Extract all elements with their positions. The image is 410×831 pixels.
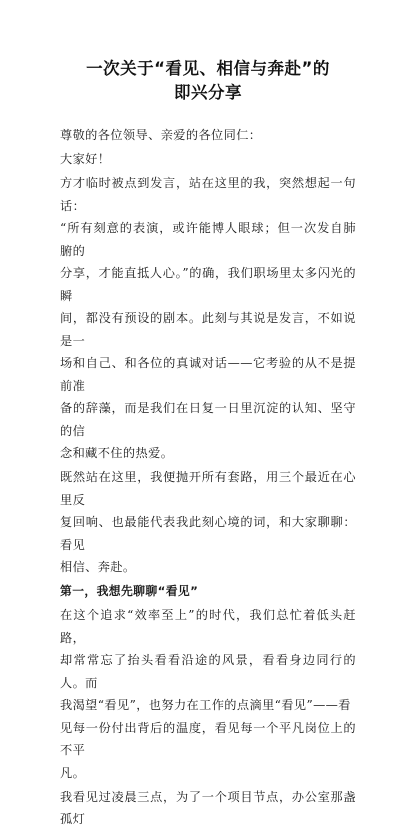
title-line-1: 一次关于“看见、相信与奔赴”的 [86,59,330,78]
text-line: 凡。 [60,765,86,780]
paragraph-opening [60,172,356,465]
text-line: 方才临时被点到发言，站在这里的我，突然想起一句话： [60,176,356,213]
greeting: 大家好！ [60,152,111,166]
paragraph-seeing [60,604,356,784]
text-line: 复回响、也最能代表我此刻心境的词，和大家聊聊：看见 [60,515,356,552]
section-heading: 第一，我想先聊聊“看见” [60,584,199,598]
paragraph-intro [60,466,356,579]
text-line: 间，都没有预设的剧本。此刻与其说是发言，不如说是一 [60,311,356,348]
text-line: 分享，才能直抵人心。”的确，我们职场里太多闪光的瞬 [60,266,356,303]
title-line-2: 即兴分享 [174,83,242,102]
text-line: 却常常忘了抬头看看沿途的风景，看看身边同行的人。而 [60,653,356,690]
text-line: 我渴望“看见”，也努力在工作的点滴里“看见”——看 [60,698,351,712]
text-line: “所有刻意的表演，或许能博人眼球；但一次发自肺腑的 [60,221,356,258]
document-body [60,124,356,831]
text-line: 备的辞藻，而是我们在日复一日里沉淀的认知、坚守的信 [60,401,356,438]
salutation: 尊敬的各位领导、亲爱的各位同仁： [60,128,262,142]
text-line: 在这个追求“效率至上”的时代，我们总忙着低头赶路， [60,608,356,645]
text-line: 场和自己、和各位的真诚对话——它考验的从不是提前准 [60,356,356,393]
text-line: 相信、奔赴。 [60,560,136,574]
paragraph-last-line: 我看见过凌晨三点，为了一个项目节点，办公室那盏孤灯 [60,789,356,826]
text-line: 见每一份付出背后的温度，看见每一个平凡岗位上的不平 [60,720,356,757]
document-title [60,58,356,104]
text-line: 既然站在这里，我便抛开所有套路，用三个最近在心里反 [60,470,356,507]
text-line: 念和藏不住的热爱。 [60,446,174,460]
